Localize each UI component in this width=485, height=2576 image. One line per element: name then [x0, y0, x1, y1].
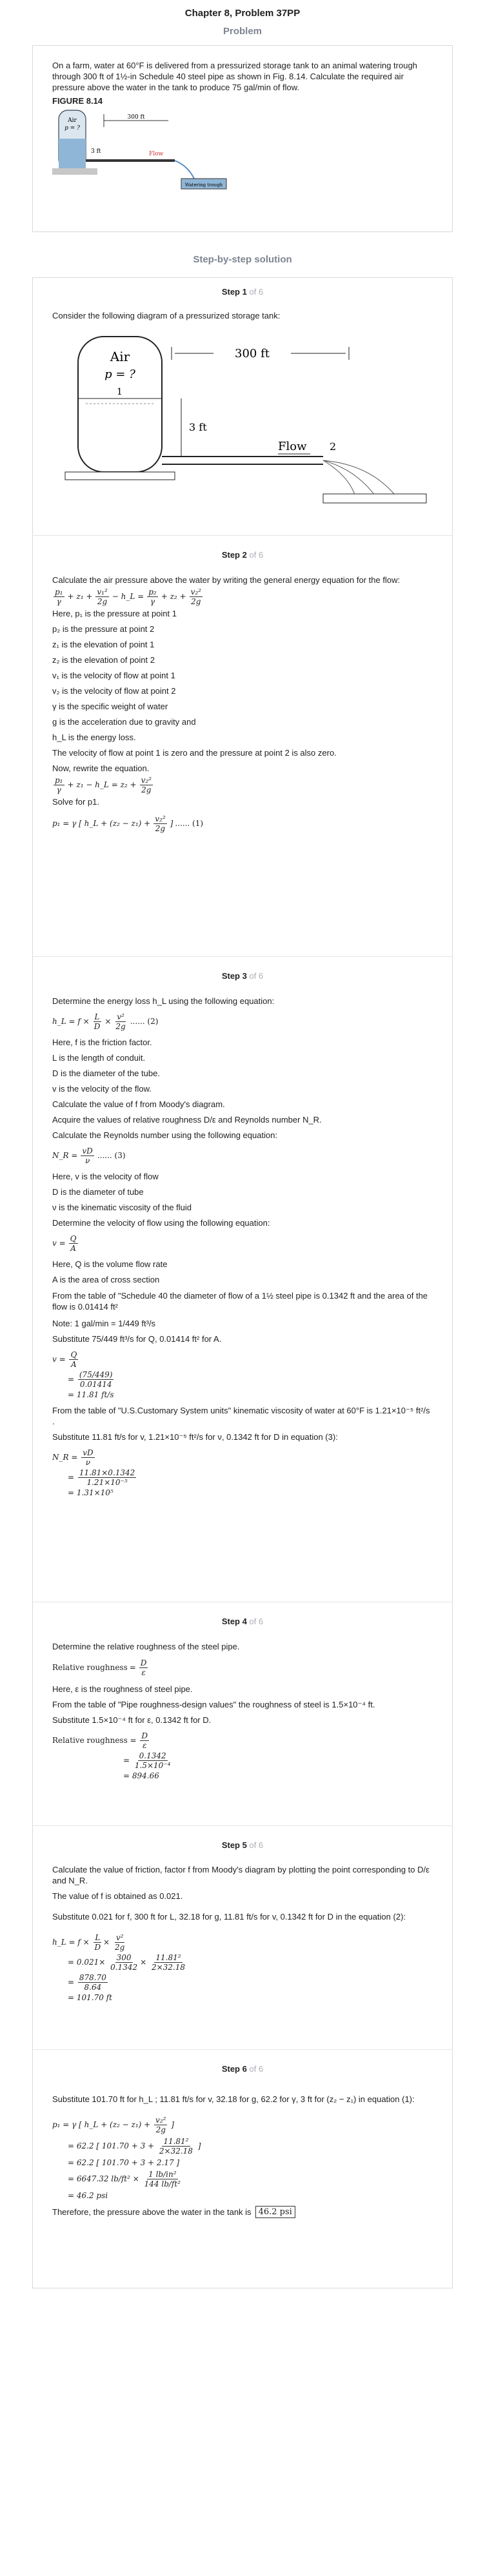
step-3-heading: Step 3 of 6	[221, 971, 264, 981]
velocity-equation: v = $\frac{Q}{A}$	[52, 1234, 77, 1253]
step-3-card	[32, 957, 453, 1602]
tank-diagram	[52, 328, 439, 515]
step-4-line-3: Substitute 1.5×10⁻⁴ ft for ε, 0.1342 ft for D.	[52, 1715, 212, 1725]
solution-heading: Step-by-step solution	[193, 254, 292, 265]
step-2-card	[32, 536, 453, 956]
problem-text: On a farm, water at 60°F is delivered from a pressurized storage tank to an animal watering trough through 300 ft of 1½-in Schedule 40 steel pipe as shown in Fig. 8.14. Calculate the required air pressure above the water in the tank to produce 75 gal/min of flow.	[52, 61, 417, 92]
step-1-intro: Consider the following diagram of a pressurized storage tank:	[52, 311, 281, 320]
energy-equation: $\frac{\text{p₁}}{\gamma}$ + z₁ + $\frac{\text{v₁²}}{2g}$ − h_L = $\frac{\text{p₂}}{\gamma}$ + z₂ + $\frac{\text{v₂²}}{2g}$	[55, 587, 201, 606]
problem-card	[32, 45, 453, 232]
p1-equation: p₁ = γ [ h_L + (z₂ − z₁) + $\frac{\text{v₂²}}{2g}$ ] ...... (1)	[52, 814, 204, 833]
rewritten-equation: $\frac{\text{p₁}}{\gamma}$ + z₁ − h_L = z₂ + $\frac{\text{v₂²}}{2g}$	[55, 775, 152, 794]
fig-air-label: Air	[68, 117, 77, 124]
step-3-line-11: Determine the velocity of flow using the following equation:	[52, 1217, 270, 1228]
fig-dist-label: 300 ft	[127, 114, 145, 121]
figure-label: FIGURE 8.14	[52, 96, 103, 106]
step-2-line-12: Solve for p1.	[52, 796, 99, 807]
relative-roughness-equation: Relative roughness = $\frac{D}{\varepsilon}$	[52, 1658, 147, 1677]
step-3-line-18: Substitute 11.81 ft/s for v, 1.21×10⁻⁵ ft²/s for ν, 0.1342 ft for D in equation (3):	[52, 1431, 338, 1442]
step-3-line-6: Acquire the values of relative roughness D/ε and Reynolds number N_R.	[52, 1114, 322, 1125]
step-2-line-7: γ is the specific weight of water	[52, 701, 168, 711]
step-6-card	[32, 2050, 453, 2288]
step-1-card	[32, 277, 453, 535]
step-3-line-5: Calculate the value of f from Moody's diagram.	[52, 1099, 225, 1109]
step-3-line-12: Here, Q is the volume flow rate	[52, 1259, 168, 1269]
step-3-line-1: Here, f is the friction factor.	[52, 1037, 152, 1047]
diagram-flow-label: Flow	[278, 440, 307, 453]
step-6-line-1: Therefore, the pressure above the water in the tank is	[52, 2207, 252, 2217]
diagram-height-label: 3 ft	[189, 421, 207, 433]
velocity-calc: v = $\frac{Q}{A}$ = $\frac{(75/449)}{0.01414}$ = 11.81 ft/s	[52, 1350, 114, 1399]
step-3-line-14: From the table of "Schedule 40 the diameter of flow of a 1½ steel pipe is 0.1342 ft and the area of the flow is 0.01414 ft²	[52, 1291, 428, 1312]
step-2-heading: Step 2 of 6	[221, 550, 264, 560]
step-4-line-0: Determine the relative roughness of the steel pipe.	[52, 1641, 240, 1651]
step-3-line-13: A is the area of cross section	[52, 1274, 160, 1284]
fig-p-label: p = ?	[64, 125, 80, 132]
step-2-line-5: v₁ is the velocity of flow at point 1	[52, 670, 175, 680]
step-5-card	[32, 1826, 453, 2049]
relative-roughness-calc: Relative roughness = $\frac{D}{\varepsilon}$ = $\frac{0.1342}{\text{1.5×10⁻⁴}}$ = 894.66	[52, 1731, 171, 1780]
fig-trough-label: Watering trough	[184, 182, 223, 188]
problem-figure	[52, 108, 265, 211]
diagram-point-1: 1	[117, 387, 123, 397]
step-3-line-9: D is the diameter of tube	[52, 1186, 144, 1197]
step-3-line-2: L is the length of conduit.	[52, 1052, 146, 1063]
reynolds-calc: N_R = $\frac{vD}{\nu}$ = $\frac{11.81\times 0.1342}{\text{1.21×10⁻⁵}}$ = 1.31×10⁵	[52, 1448, 135, 1497]
step-3-line-8: Here, v is the velocity of flow	[52, 1171, 159, 1181]
step-5-heading: Step 5 of 6	[221, 1840, 264, 1850]
final-answer-line	[52, 2204, 433, 2219]
step-2-line-9: h_L is the energy loss.	[52, 732, 136, 742]
step-5-line-0: Calculate the value of friction, factor f from Moody's diagram by plotting the point corresponding to D/ε and N_R.	[52, 1865, 430, 1885]
step-2-line-10: The velocity of flow at point 1 is zero and the pressure at point 2 is also zero.	[52, 747, 337, 758]
step-2-line-6: v₂ is the velocity of flow at point 2	[52, 685, 176, 696]
step-2-line-0: Calculate the air pressure above the water by writing the general energy equation for the flow:	[52, 575, 401, 585]
diagram-p-label: p = ?	[104, 368, 135, 381]
fig-flow-label: Flow	[149, 151, 164, 157]
step-6-line-0: Substitute 101.70 ft for h_L ; 11.81 ft/s for v, 32.18 for g, 62.2 for γ, 3 ft for (z₂ − z₁) in equation (1):	[52, 2094, 415, 2104]
step-3-line-0: Determine the energy loss h_L using the following equation:	[52, 996, 275, 1006]
step-5-line-2: Substitute 0.021 for f, 300 ft for L, 32.18 for g, 11.81 ft/s for v, 0.1342 ft for D in the equation (2):	[52, 1911, 406, 1922]
problem-heading: Problem	[223, 26, 262, 37]
step-3-line-15: Note: 1 gal/min = 1/449 ft³/s	[52, 1318, 156, 1328]
step-5-line-1: The value of f is obtained as 0.021.	[52, 1891, 183, 1901]
head-loss-calc: h_L = f × $\frac{L}{D}$ × $\frac{\text{v²}}{2g}$ = 0.021× $\frac{300}{0.1342}$ × $\frac{\text{11.81²}}{2\times 32.18}$ = $\frac{878.70}{8.64}$ = 101.70 ft	[52, 1933, 186, 2002]
diagram-point-2: 2	[330, 440, 337, 453]
step-3-line-10: ν is the kinematic viscosity of the fluid	[52, 1202, 192, 1212]
diagram-air-label: Air	[110, 349, 130, 364]
step-4-heading: Step 4 of 6	[221, 1617, 264, 1626]
step-3-line-16: Substitute 75/449 ft³/s for Q, 0.01414 ft² for A.	[52, 1333, 222, 1344]
step-2-line-2: p₂ is the pressure at point 2	[52, 624, 155, 634]
step-4-line-2: From the table of "Pipe roughness-design values" the roughness of steel is 1.5×10⁻⁴ ft.	[52, 1699, 375, 1709]
page-title: Chapter 8, Problem 37PP	[184, 8, 301, 19]
pressure-calc: p₁ = γ [ h_L + (z₂ − z₁) + $\frac{\text{v₂²}}{2g}$ ] = 62.2 [ 101.70 + 3 + $\frac{\text{11.81²}}{2\times 32.18}$ ] = 62.2 [ 101.70 + 3 + 2.17 ] = 6647.32 lb/ft² × $\frac{\text{1 lb/in²}}{\text{144 lb/ft²}}$ = 46.2 psi	[52, 2116, 201, 2200]
step-4-card	[32, 1602, 453, 1825]
step-1-heading: Step 1 of 6	[221, 287, 264, 297]
step-6-heading: Step 6 of 6	[221, 2064, 264, 2074]
reynolds-equation: N_R = $\frac{vD}{\nu}$ ...... (3)	[52, 1146, 126, 1165]
diagram-dist-label: 300 ft	[235, 347, 270, 360]
step-2-line-11: Now, rewrite the equation.	[52, 763, 150, 773]
step-2-line-8: g is the acceleration due to gravity and	[52, 716, 196, 727]
step-3-line-3: D is the diameter of the tube.	[52, 1068, 160, 1078]
final-answer: 46.2 psi	[255, 2206, 295, 2218]
step-2-line-4: z₂ is the elevation of point 2	[52, 654, 155, 665]
step-3-line-17: From the table of "U.S.Customary System units" kinematic viscosity of water at 60°F is 1.21×10⁻⁵ ft²/s .	[52, 1406, 430, 1426]
darcy-equation: h_L = f × $\frac{L}{D}$ × $\frac{\text{v²}}{2g}$ ...... (2)	[52, 1012, 159, 1031]
step-4-line-1: Here, ε is the roughness of steel pipe.	[52, 1684, 193, 1694]
step-3-line-7: Calculate the Reynolds number using the following equation:	[52, 1130, 278, 1140]
step-3-line-4: v is the velocity of the flow.	[52, 1083, 152, 1094]
step-2-line-1: Here, p₁ is the pressure at point 1	[52, 608, 177, 618]
fig-height-label: 3 ft	[91, 148, 101, 155]
step-2-line-3: z₁ is the elevation of point 1	[52, 639, 155, 649]
